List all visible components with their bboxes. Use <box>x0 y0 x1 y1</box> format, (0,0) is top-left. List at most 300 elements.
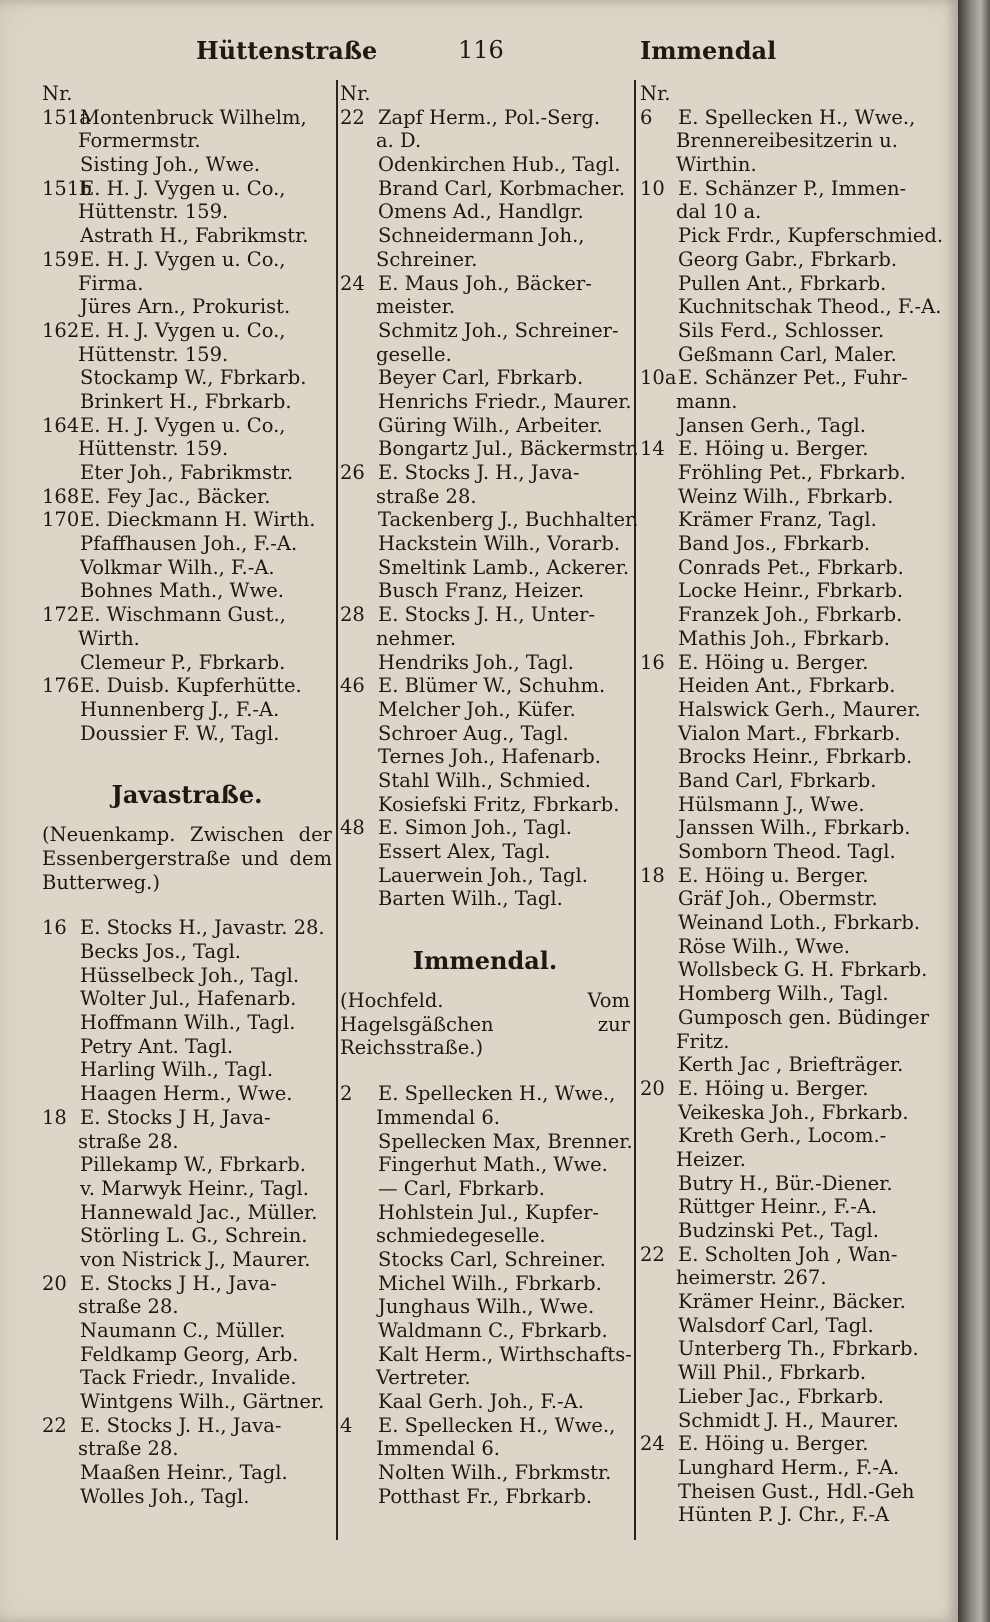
directory-entry <box>42 916 332 940</box>
resident-text: von Nistrick J., Maurer. <box>80 1247 311 1271</box>
resident-text: Spellecken Max, Brenner. <box>378 1129 633 1153</box>
house-number <box>42 722 80 746</box>
house-number <box>640 556 678 580</box>
entry-continuation <box>42 1130 332 1154</box>
house-number <box>340 1177 378 1201</box>
directory-entry <box>640 579 940 603</box>
directory-entry <box>640 651 940 675</box>
resident-text: Becks Jos., Tagl. <box>80 940 242 964</box>
resident-text: E. Wischmann Gust., <box>80 603 286 627</box>
house-number <box>640 1337 678 1361</box>
resident-text: Hackstein Wilh., Vorarb. <box>378 532 621 556</box>
directory-column-3 <box>640 82 944 1527</box>
house-number <box>340 414 378 438</box>
resident-text: E. Spellecken H., Wwe., <box>678 105 916 129</box>
directory-entry <box>42 1011 332 1035</box>
directory-entry <box>42 1177 332 1201</box>
house-number: 20 <box>640 1076 665 1100</box>
resident-text: E. Stocks J H., Java- <box>80 1271 277 1295</box>
directory-entry <box>640 1124 940 1148</box>
directory-entry <box>640 1432 940 1456</box>
house-number <box>42 1485 80 1509</box>
house-number: 46 <box>340 674 365 698</box>
house-number <box>640 485 678 509</box>
resident-text: Veikeska Joh., Fbrkarb. <box>678 1100 909 1124</box>
resident-text: Röse Wilh., Wwe. <box>678 934 850 958</box>
directory-entry <box>42 1319 332 1343</box>
directory-entry <box>42 722 332 746</box>
house-number <box>340 177 378 201</box>
resident-text: Pick Frdr., Kupferschmied. <box>678 224 944 248</box>
directory-entry <box>340 1129 633 1154</box>
entry-continuation <box>42 200 332 224</box>
house-number <box>42 651 80 675</box>
house-number: 22 <box>340 105 365 129</box>
directory-entry <box>340 532 630 556</box>
house-number: 20 <box>42 1271 67 1295</box>
resident-text: Ternes Joh., Hafenarb. <box>378 745 601 769</box>
resident-text: Astrath H., Fabrikmstr. <box>80 224 309 248</box>
house-number <box>640 1006 678 1030</box>
entry-continuation <box>340 1366 630 1390</box>
directory-entry <box>640 224 944 248</box>
house-number <box>42 295 80 319</box>
directory-entry <box>640 1503 940 1527</box>
house-number <box>340 1130 378 1154</box>
house-number <box>340 1272 378 1296</box>
resident-text: schmiedegeselle. <box>376 1224 546 1248</box>
entry-continuation <box>640 1030 940 1054</box>
directory-entry <box>640 272 940 296</box>
house-number <box>340 864 378 888</box>
running-header-right: Immendal <box>640 36 777 65</box>
house-number <box>640 532 678 556</box>
house-number <box>640 887 678 911</box>
resident-text: Petry Ant. Tagl. <box>80 1034 234 1058</box>
resident-text: heimerstr. 267. <box>676 1266 827 1290</box>
directory-entry <box>340 1295 630 1319</box>
house-number: 24 <box>640 1432 665 1456</box>
resident-text: E. Höing u. Berger. <box>678 1432 869 1456</box>
resident-text: E. Duisb. Kupferhütte. <box>80 674 302 698</box>
house-number <box>340 224 378 248</box>
resident-text: dal 10 a. <box>676 200 762 224</box>
directory-entry <box>640 532 940 556</box>
directory-entry <box>340 390 630 414</box>
directory-entry <box>640 343 940 367</box>
resident-text: Schroer Aug., Tagl. <box>378 721 569 745</box>
directory-entry <box>340 1177 630 1201</box>
resident-text: Barten Wilh., Tagl. <box>378 887 563 911</box>
house-number <box>340 769 378 793</box>
house-number: 4 <box>340 1413 353 1437</box>
house-number <box>42 940 80 964</box>
house-number: Nr. <box>42 82 73 105</box>
house-number: 159 <box>42 247 80 271</box>
house-number <box>340 1485 378 1509</box>
house-number <box>340 366 378 390</box>
directory-entry <box>640 603 940 627</box>
directory-entry <box>340 887 630 911</box>
directory-entry <box>640 1243 940 1267</box>
house-number: 16 <box>640 650 665 674</box>
resident-text: Hunnenberg J., F.-A. <box>80 697 280 721</box>
house-number <box>42 1343 80 1367</box>
resident-text: Henrichs Friedr., Maurer. <box>378 389 632 413</box>
resident-text: Halswick Gerh., Maurer. <box>678 697 921 721</box>
house-number: Nr. <box>640 82 671 105</box>
directory-entry <box>340 816 630 840</box>
directory-entry <box>42 940 332 964</box>
resident-text: Will Phil., Fbrkarb. <box>678 1361 867 1385</box>
resident-text: Kreth Gerh., Locom.- <box>678 1124 887 1148</box>
resident-text: Störling L. G., Schrein. <box>80 1224 308 1248</box>
directory-entry <box>340 1153 630 1177</box>
column-rule-2 <box>634 80 636 1540</box>
house-number: 164 <box>42 413 80 437</box>
directory-entry <box>340 153 630 177</box>
directory-entry <box>640 1361 940 1385</box>
resident-text: — Carl, Fbrkarb. <box>378 1176 545 1200</box>
directory-entry <box>640 698 940 722</box>
house-number <box>340 508 378 532</box>
house-number <box>640 603 678 627</box>
house-number: 48 <box>340 816 365 840</box>
house-number <box>42 964 80 988</box>
resident-text: Butry H., Bür.-Diener. <box>678 1171 893 1195</box>
house-number <box>42 1035 80 1059</box>
directory-entry <box>640 958 940 982</box>
directory-entry <box>42 1082 332 1106</box>
resident-text: E. Stocks J H, Java- <box>80 1105 271 1129</box>
page-number: 116 <box>458 36 504 64</box>
resident-text: straße 28. <box>78 1295 179 1319</box>
house-number <box>640 793 678 817</box>
directory-entry <box>640 840 940 864</box>
directory-entry <box>42 319 332 343</box>
resident-text: E. H. J. Vygen u. Co., <box>80 413 286 437</box>
entry-continuation <box>640 153 940 177</box>
house-number: 176 <box>42 674 80 698</box>
resident-text: Conrads Pet., Fbrkarb. <box>678 555 904 579</box>
resident-text: Fritz. <box>676 1029 730 1053</box>
house-number <box>640 1053 678 1077</box>
directory-entry <box>340 1319 630 1343</box>
resident-text: Fingerhut Math., Wwe. <box>378 1153 608 1177</box>
house-number <box>42 390 80 414</box>
directory-entry <box>340 1461 630 1485</box>
directory-entry <box>340 1082 630 1106</box>
resident-text: Wolter Jul., Hafenarb. <box>80 987 297 1011</box>
house-number <box>42 1248 80 1272</box>
resident-text: Hendriks Joh., Tagl. <box>378 650 574 674</box>
house-number <box>42 1177 80 1201</box>
house-number: 26 <box>340 461 365 484</box>
directory-entry <box>640 1195 940 1219</box>
house-number: 10 <box>640 176 665 200</box>
house-number <box>640 840 678 864</box>
directory-entry <box>42 224 332 248</box>
directory-entry <box>640 82 940 106</box>
resident-text: Immendal 6. <box>376 1437 500 1461</box>
resident-text: E. Schänzer Pet., Fuhr- <box>678 366 908 390</box>
directory-entry <box>42 485 332 509</box>
house-number <box>640 579 678 603</box>
house-number <box>640 319 678 343</box>
directory-entry <box>340 106 630 130</box>
directory-entry <box>340 461 630 485</box>
resident-text: Hüsselbeck Joh., Tagl. <box>80 963 300 987</box>
resident-text: E. Höing u. Berger. <box>678 1076 869 1100</box>
resident-text: E. Spellecken H., Wwe., <box>378 1082 616 1106</box>
directory-entry <box>640 935 940 959</box>
house-number <box>42 987 80 1011</box>
house-number: 22 <box>640 1242 665 1266</box>
directory-entry <box>340 1414 630 1438</box>
directory-entry <box>340 200 630 224</box>
house-number <box>640 414 678 438</box>
resident-text: Jüres Arn., Prokurist. <box>80 295 291 319</box>
entry-continuation <box>640 200 940 224</box>
resident-text: Sisting Joh., Wwe. <box>80 153 261 177</box>
directory-entry <box>340 1485 630 1509</box>
scan-page-edge <box>958 0 990 1622</box>
resident-text: Schreiner. <box>376 247 478 271</box>
resident-text: Naumann C., Müller. <box>80 1319 286 1343</box>
house-number <box>42 1390 80 1414</box>
directory-entry <box>640 295 940 319</box>
directory-entry <box>640 1456 940 1480</box>
entry-continuation <box>340 1224 630 1248</box>
resident-text: Hüttenstr. 159. <box>78 437 229 461</box>
resident-text: Brinkert H., Fbrkarb. <box>80 389 292 413</box>
house-number <box>42 153 80 177</box>
house-number <box>640 1456 678 1480</box>
house-number <box>42 1082 80 1106</box>
entry-continuation <box>340 1106 630 1130</box>
resident-text: Brocks Heinr., Fbrkarb. <box>678 745 913 769</box>
directory-entry <box>640 1314 940 1338</box>
directory-entry <box>640 508 940 532</box>
house-number: 28 <box>340 603 365 627</box>
house-number: 170 <box>42 508 80 532</box>
directory-entry <box>42 1272 332 1296</box>
resident-text: mann. <box>676 389 738 413</box>
resident-text: Michel Wilh., Fbrkarb. <box>378 1271 602 1295</box>
directory-entry <box>640 1290 940 1314</box>
entry-continuation <box>42 129 332 153</box>
resident-text: Unterberg Th., Fbrkarb. <box>678 1337 919 1361</box>
resident-text: Kerth Jac , Briefträger. <box>678 1053 904 1077</box>
house-number: 172 <box>42 603 80 627</box>
house-number <box>340 319 378 343</box>
column-rule-1 <box>336 80 338 1540</box>
resident-text: Montenbruck Wilhelm, <box>80 105 307 129</box>
house-number: 18 <box>42 1105 67 1129</box>
entry-continuation <box>42 437 332 461</box>
resident-text: Vertreter. <box>376 1366 471 1390</box>
resident-text: E. Fey Jac., Bäcker. <box>80 484 271 508</box>
directory-entry <box>42 603 332 627</box>
entry-continuation <box>640 129 940 153</box>
resident-text: Kaal Gerh. Joh., F.-A. <box>378 1390 584 1414</box>
resident-text: Junghaus Wilh., Wwe. <box>378 1295 595 1319</box>
house-number <box>640 1361 678 1385</box>
directory-entry <box>42 532 332 556</box>
house-number <box>640 1385 678 1409</box>
resident-text: Beyer Carl, Fbrkarb. <box>378 366 584 390</box>
resident-text: Weinz Wilh., Fbrkarb. <box>678 484 894 508</box>
directory-entry <box>42 414 332 438</box>
directory-entry <box>640 485 940 509</box>
resident-text: Bohnes Math., Wwe. <box>80 579 284 603</box>
house-number <box>42 698 80 722</box>
house-number <box>640 1101 678 1125</box>
directory-entry <box>640 1006 940 1030</box>
section-gap <box>42 745 332 767</box>
house-number <box>340 887 378 911</box>
resident-text: Wintgens Wilh., Gärtner. <box>80 1390 325 1414</box>
street-heading: Immendal. <box>412 946 558 976</box>
house-number <box>340 840 378 864</box>
resident-text: E. Stocks J. H., Unter- <box>378 603 596 627</box>
resident-text: Hohlstein Jul., Kupfer- <box>378 1200 599 1224</box>
resident-text: straße 28. <box>376 484 477 508</box>
resident-text: E. Blümer W., Schuhm. <box>378 674 606 698</box>
resident-text: E. Maus Joh., Bäcker- <box>378 271 592 295</box>
entry-continuation <box>42 1295 332 1319</box>
house-number <box>42 532 80 556</box>
entry-continuation <box>340 129 630 153</box>
house-number <box>42 1319 80 1343</box>
section-gap <box>42 894 332 916</box>
directory-entry <box>340 864 630 888</box>
directory-entry <box>42 295 332 319</box>
resident-text: Stockamp W., Fbrkarb. <box>80 366 307 390</box>
resident-text: Krämer Heinr., Bäcker. <box>678 1290 906 1314</box>
entry-continuation <box>42 627 332 651</box>
house-number <box>42 1153 80 1177</box>
resident-text: E. Höing u. Berger. <box>678 650 869 674</box>
house-number: Nr. <box>340 82 371 105</box>
directory-entry <box>640 1077 940 1101</box>
resident-text: Firma. <box>78 271 144 295</box>
resident-text: Gumposch gen. Büdinger <box>678 1005 930 1029</box>
house-number <box>340 1390 378 1414</box>
house-number <box>640 1172 678 1196</box>
resident-text: Feldkamp Georg, Arb. <box>80 1342 299 1366</box>
directory-entry <box>42 1201 332 1225</box>
directory-entry <box>42 1366 332 1390</box>
resident-text: Nolten Wilh., Fbrkmstr. <box>378 1461 612 1485</box>
resident-text: Pullen Ant., Fbrkarb. <box>678 271 887 295</box>
house-number <box>640 1290 678 1314</box>
directory-entry <box>640 556 940 580</box>
directory-entry <box>42 177 332 201</box>
resident-text: Fröhling Pet., Fbrkarb. <box>678 461 906 484</box>
directory-entry <box>640 1337 940 1361</box>
house-number <box>42 461 80 485</box>
house-number <box>340 200 378 224</box>
resident-text: Schneidermann Joh., <box>378 224 585 248</box>
directory-entry <box>340 698 630 722</box>
resident-text: Smeltink Lamb., Ackerer. <box>378 555 630 579</box>
resident-text: Odenkirchen Hub., Tagl. <box>378 153 621 177</box>
house-number <box>640 272 678 296</box>
house-number: 2 <box>340 1082 353 1106</box>
house-number: 151b <box>42 176 92 200</box>
directory-entry <box>640 745 940 769</box>
directory-entry <box>340 769 630 793</box>
resident-text: Tack Friedr., Invalide. <box>80 1366 297 1390</box>
house-number <box>640 769 678 793</box>
resident-text: Clemeur P., Fbrkarb. <box>80 650 286 674</box>
directory-entry <box>640 1409 940 1433</box>
entry-continuation <box>340 248 630 272</box>
directory-entry <box>340 272 630 296</box>
resident-text: Weinand Loth., Fbrkarb. <box>678 911 921 935</box>
house-number <box>42 1224 80 1248</box>
resident-text: E. Höing u. Berger. <box>678 437 869 461</box>
house-number <box>340 1319 378 1343</box>
house-number <box>640 674 678 698</box>
house-number <box>640 627 678 651</box>
directory-entry <box>42 698 332 722</box>
entry-continuation <box>340 1437 630 1461</box>
resident-text: Wirthin. <box>676 153 757 177</box>
house-number <box>42 1366 80 1390</box>
directory-entry <box>340 556 630 580</box>
house-number <box>640 1314 678 1338</box>
directory-entry <box>640 1480 940 1504</box>
entry-continuation <box>340 485 630 509</box>
resident-text: Hülsmann J., Wwe. <box>678 792 865 816</box>
directory-entry <box>640 911 940 935</box>
resident-text: Budzinski Pet., Tagl. <box>678 1219 879 1242</box>
directory-entry <box>42 1343 332 1367</box>
directory-entry <box>640 177 940 201</box>
resident-text: Essert Alex, Tagl. <box>378 840 551 863</box>
resident-text: Omens Ad., Handlgr. <box>378 200 584 224</box>
directory-entry <box>42 1461 332 1485</box>
directory-entry <box>340 508 639 532</box>
resident-text: E. Stocks H., Javastr. 28. <box>80 916 325 940</box>
resident-text: Walsdorf Carl, Tagl. <box>678 1313 874 1337</box>
resident-text: Haagen Herm., Wwe. <box>80 1082 293 1106</box>
entry-continuation <box>640 1148 940 1172</box>
house-number: 22 <box>42 1413 67 1437</box>
directory-entry <box>42 1248 332 1272</box>
house-number: 168 <box>42 484 80 508</box>
directory-entry <box>42 1224 332 1248</box>
resident-text: v. Marwyk Heinr., Tagl. <box>80 1176 309 1200</box>
house-number: 6 <box>640 105 653 129</box>
directory-entry <box>42 987 332 1011</box>
resident-text: Maaßen Heinr., Tagl. <box>80 1461 288 1485</box>
directory-entry <box>42 1414 332 1438</box>
house-number <box>340 722 378 746</box>
resident-text: Formermstr. <box>78 129 201 153</box>
resident-text: Krämer Franz, Tagl. <box>678 508 877 532</box>
resident-text: Doussier F. W., Tagl. <box>80 721 280 745</box>
directory-entry <box>42 153 332 177</box>
directory-entry <box>640 1219 940 1243</box>
resident-text: Waldmann C., Fbrkarb. <box>378 1319 608 1343</box>
resident-text: Theisen Gust., Hdl.-Geh <box>678 1479 915 1503</box>
entry-continuation <box>42 272 332 296</box>
house-number <box>640 722 678 746</box>
resident-text: nehmer. <box>376 626 457 650</box>
